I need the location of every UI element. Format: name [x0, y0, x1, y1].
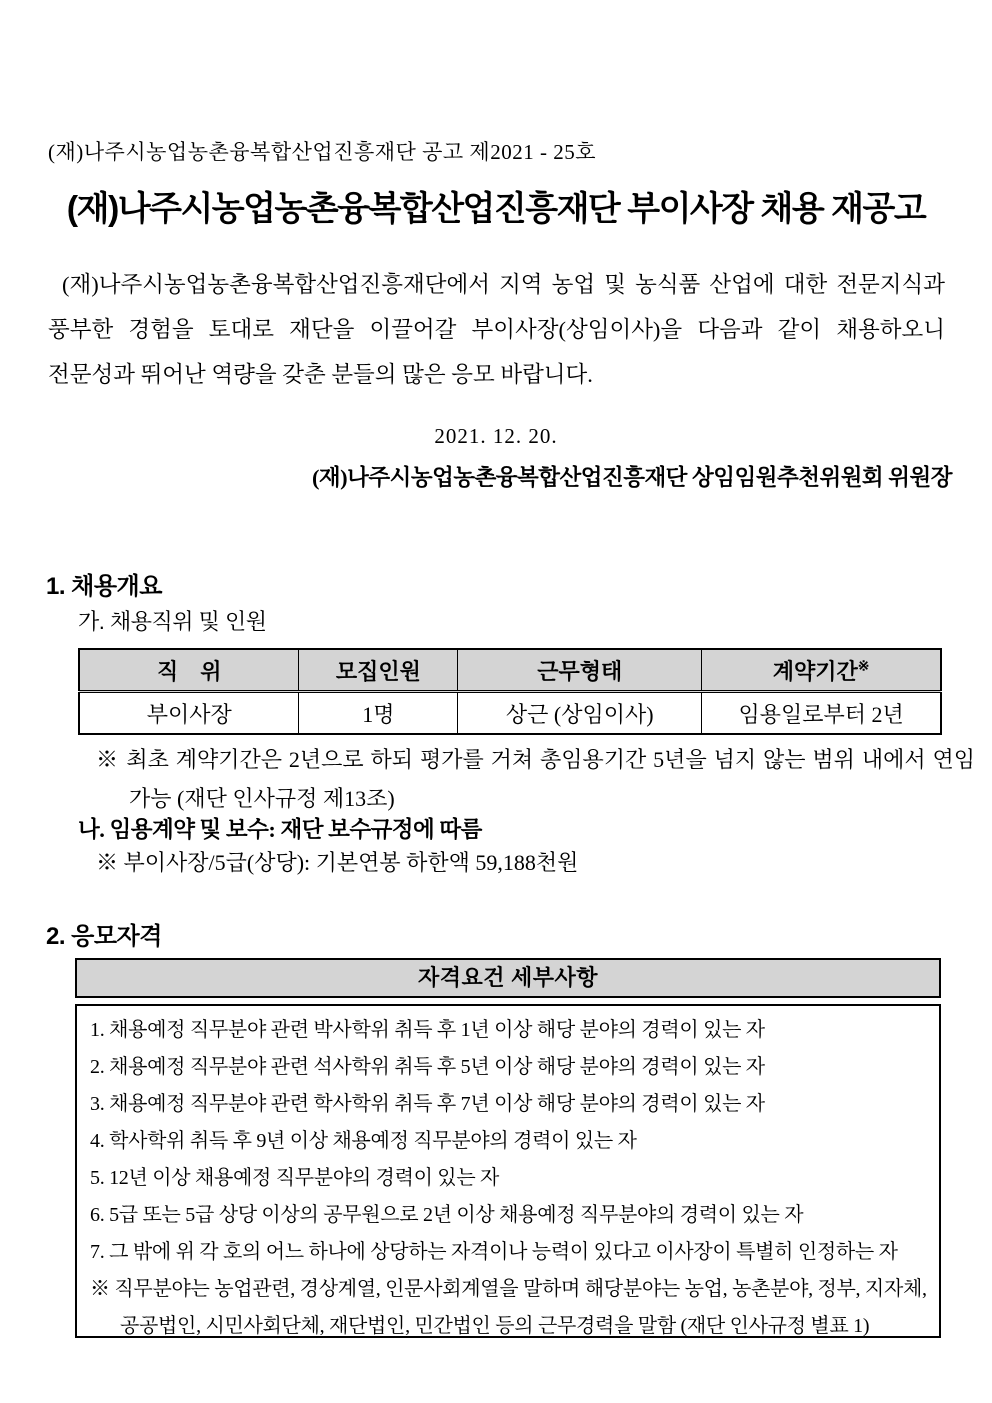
table-header-row — [79, 649, 941, 692]
qualification-item — [90, 1197, 929, 1234]
qualification-item — [90, 1123, 929, 1160]
item-number: 7. — [90, 1241, 105, 1263]
col-header-openings — [299, 649, 458, 692]
qualification-note — [90, 1271, 929, 1345]
col-header-contract-label: 계약기간 — [772, 658, 858, 684]
notice-number: (재)나주시농업농촌융복합산업진흥재단 공고 제2021 - 25호 — [48, 140, 596, 164]
qualification-item — [90, 1234, 929, 1271]
col-header-openings-label: 모집인원 — [335, 658, 421, 684]
item-number: 6. — [90, 1204, 105, 1226]
col-header-contract-mark: ※ — [857, 659, 870, 675]
cell-contract: 임용일로부터 2년 — [702, 692, 941, 735]
cell-openings: 1명 — [299, 692, 458, 735]
qualification-item — [90, 1160, 929, 1197]
intro-paragraph: (재)나주시농업농촌융복합산업진흥재단에서 지역 농업 및 농식품 산업에 대한 전문지식과 풍부한 경험을 토대로 재단을 이끌어갈 부이사장(상임이사)을 다음과 같이 채용하오니 전문성과 뛰어난 역량을 갖춘 분들의 많은 응모 바랍니다. — [48, 272, 945, 387]
item-text: 학사학위 취득 후 9년 이상 채용예정 직무분야의 경력이 있는 자 — [109, 1130, 637, 1152]
col-header-contract — [702, 649, 941, 692]
table-row — [79, 692, 941, 735]
document-title: (재)나주시농업농촌융복합산업진흥재단 부이사장 채용 재공고 — [66, 190, 926, 228]
contract-note — [96, 740, 975, 818]
item-number: 3. — [90, 1093, 105, 1115]
signer-line: (재)나주시농업농촌융복합산업진흥재단 상임임원추천위원회 위원장 — [311, 465, 952, 490]
item-number: 4. — [90, 1130, 105, 1152]
item-text: 5급 또는 5급 상당 이상의 공무원으로 2년 이상 채용예정 직무분야의 경력이 있는 자 — [109, 1204, 804, 1226]
note-text: 최초 계약기간은 2년으로 하되 평가를 거쳐 총임용기간 5년을 넘지 않는 범위 내에서 연임 가능 (재단 인사규정 제13조) — [126, 747, 975, 811]
recruitment-overview-table — [78, 648, 942, 735]
qualification-table-header: 자격요건 세부사항 — [75, 958, 941, 998]
qualification-item — [90, 1049, 929, 1086]
note-marker: ※ — [96, 747, 120, 772]
qualification-item — [90, 1012, 929, 1049]
note-marker: ※ — [96, 850, 119, 875]
col-header-position-label: 직 위 — [156, 658, 222, 684]
document-date: 2021. 12. 20. — [434, 424, 558, 448]
col-header-worktype-label: 근무형태 — [537, 658, 623, 684]
item-number: 5. — [90, 1167, 105, 1189]
salary-note — [96, 846, 975, 877]
section-2-heading: 2. 응모자격 — [46, 923, 162, 950]
section-1b-subheading: 나. 임용계약 및 보수: 재단 보수규정에 따름 — [78, 817, 482, 842]
item-text: 채용예정 직무분야 관련 석사학위 취득 후 5년 이상 해당 분야의 경력이 있는 자 — [109, 1056, 765, 1078]
col-header-position — [79, 649, 299, 692]
item-number: 1. — [90, 1019, 105, 1041]
section-1a-subheading: 가. 채용직위 및 인원 — [78, 609, 267, 634]
col-header-worktype — [458, 649, 702, 692]
item-text: 채용예정 직무분야 관련 학사학위 취득 후 7년 이상 해당 분야의 경력이 있는 자 — [109, 1093, 765, 1115]
cell-position: 부이사장 — [79, 692, 299, 735]
item-number: 2. — [90, 1056, 105, 1078]
item-text: 직무분야는 농업관련, 경상계열, 인문사회계열을 말하며 해당분야는 농업, 농촌분야, 정부, 지자체, 공공법인, 시민사회단체, 재단법인, 민간법인 등의 근무경력을 말함 (재단 인사규정 별표 1) — [114, 1278, 927, 1337]
cell-worktype: 상근 (상임이사) — [458, 692, 702, 735]
qualification-item — [90, 1086, 929, 1123]
item-text: 12년 이상 채용예정 직무분야의 경력이 있는 자 — [109, 1167, 500, 1189]
qualification-table-body — [75, 1004, 941, 1338]
note-text: 부이사장/5급(상당): 기본연봉 하한액 59,188천원 — [123, 850, 579, 875]
item-text: 그 밖에 위 각 호의 어느 하나에 상당하는 자격이나 능력이 있다고 이사장이 특별히 인정하는 자 — [109, 1241, 898, 1263]
item-text: 채용예정 직무분야 관련 박사학위 취득 후 1년 이상 해당 분야의 경력이 있는 자 — [109, 1019, 765, 1041]
item-number: ※ — [90, 1278, 110, 1300]
section-1-heading: 1. 채용개요 — [46, 573, 162, 600]
